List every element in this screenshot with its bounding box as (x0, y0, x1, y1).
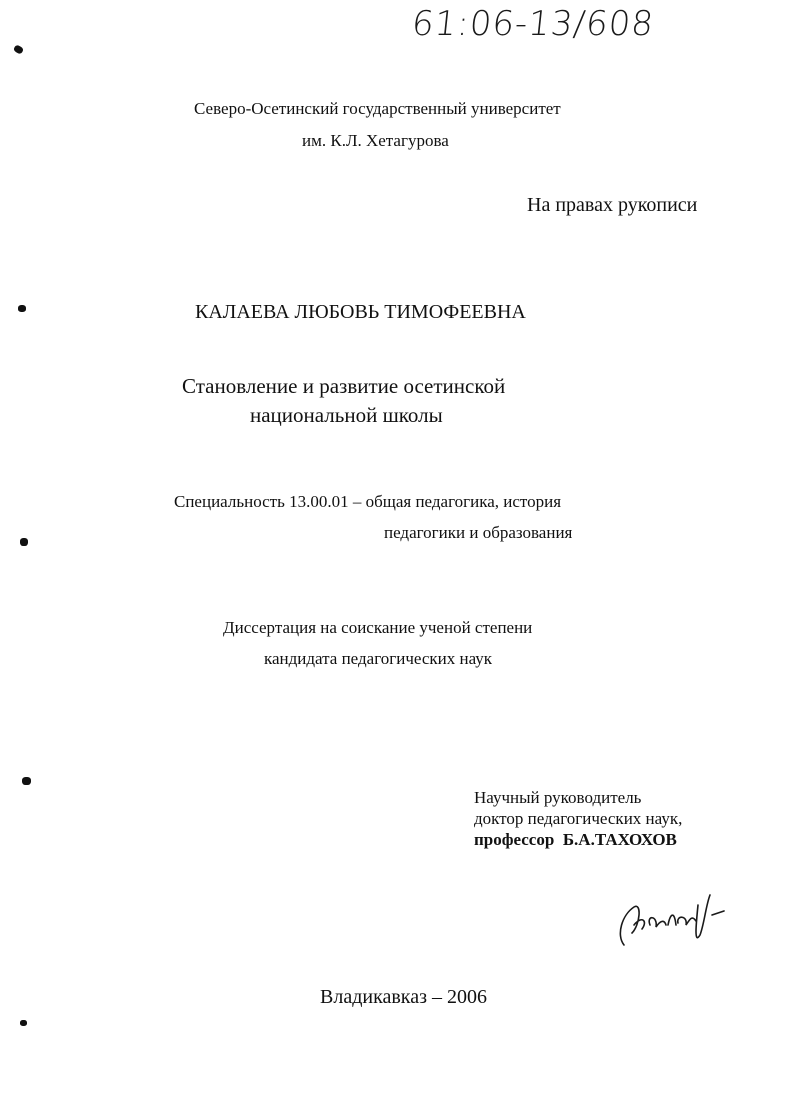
scan-mark (13, 44, 24, 55)
signature-icon (612, 885, 752, 955)
scan-mark (20, 1020, 27, 1026)
dissertation-title-line1: Становление и развитие осетинской (182, 374, 506, 398)
dissertation-title-line2: национальной школы (250, 403, 443, 427)
supervisor-role: Научный руководитель (474, 788, 642, 807)
supervisor-name: Б.А.ТАХОХОВ (562, 830, 677, 849)
supervisor-rank: профессор (474, 830, 555, 849)
degree-line2: кандидата педагогических наук (264, 649, 493, 668)
supervisor-degree: доктор педагогических наук, (474, 809, 683, 828)
handwritten-archive-code: 61:06-13/608 (409, 4, 656, 44)
supervisor-title (474, 830, 677, 850)
specialty-line1: Специальность 13.00.01 – общая педагогика, история (174, 492, 562, 511)
author-name: КАЛАЕВА ЛЮБОВЬ ТИМОФЕЕВНА (195, 301, 526, 323)
manuscript-note: На правах рукописи (527, 194, 698, 216)
university-named-after: им. К.Л. Хетагурова (302, 131, 449, 150)
scan-mark (18, 305, 26, 312)
scan-mark (20, 538, 28, 546)
specialty-line2: педагогики и образования (384, 523, 573, 542)
degree-line1: Диссертация на соискание ученой степени (223, 618, 533, 637)
scan-mark (22, 777, 31, 785)
place-and-year: Владикавказ – 2006 (320, 986, 488, 1008)
university-name: Северо-Осетинский государственный университет (194, 99, 561, 118)
